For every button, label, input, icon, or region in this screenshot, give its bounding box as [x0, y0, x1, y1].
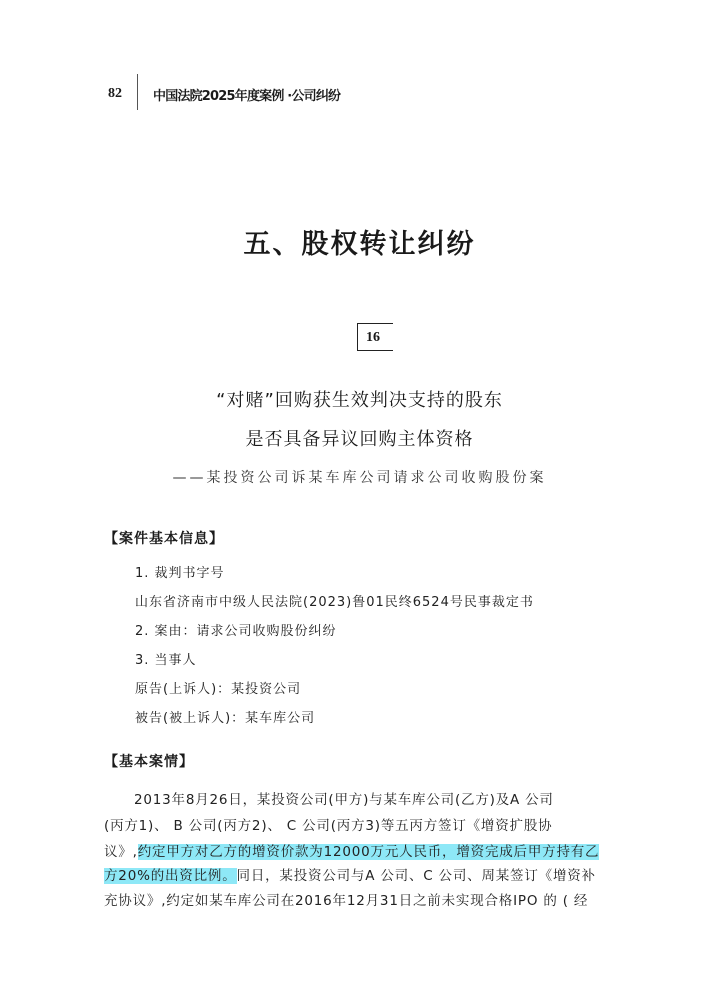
page-number: 82 — [108, 86, 122, 101]
info-line: 原告(上诉人)：某投资公司 — [135, 682, 302, 697]
info-line: 被告(被上诉人)：某车库公司 — [135, 711, 316, 726]
case-facts-heading: 【基本案情】 — [104, 754, 194, 770]
case-subtitle: ——某投资公司诉某车库公司请求公司收购股份案 — [172, 470, 547, 486]
paragraph-line: (丙方1)、 B 公司(丙方2)、 C 公司(丙方3)等五丙方签订《增资扩股协 — [104, 818, 553, 834]
case-number-box — [357, 323, 393, 351]
info-line: 3. 当事人 — [135, 653, 197, 668]
basic-info-heading: 【案件基本信息】 — [104, 531, 224, 547]
info-line: 2. 案由：请求公司收购股份纠纷 — [135, 624, 337, 639]
plain-text: 议》, — [104, 844, 138, 860]
highlighted-text: 方20%的出资比例。 — [104, 868, 237, 884]
case-number: 16 — [366, 330, 380, 345]
paragraph-line: 充协议》,约定如某车库公司在2016年12月31日之前未实现合格IPO 的 ( 经 — [104, 893, 589, 909]
highlighted-text: 约定甲方对乙方的增资价款为12000万元人民币，增资完成后甲方持有乙 — [137, 844, 600, 860]
paragraph-line — [104, 840, 599, 860]
case-title-line-2: 是否具备异议回购主体资格 — [245, 429, 474, 450]
paragraph-line: 2013年8月26日，某投资公司(甲方)与某车库公司(乙方)及A 公司 — [134, 792, 554, 808]
info-line: 1. 裁判书字号 — [135, 566, 225, 581]
case-title-line-1: “对赌”回购获生效判决支持的股东 — [216, 390, 503, 411]
info-line: 山东省济南市中级人民法院(2023)鲁01民终6524号民事裁定书 — [135, 595, 534, 610]
section-title: 五、股权转让纠纷 — [243, 229, 476, 260]
plain-text: 同日，某投资公司与A 公司、C 公司、周某签订《增资补 — [236, 868, 596, 884]
book-title: 中国法院2025年度案例 ·公司纠纷 — [153, 89, 341, 104]
header-divider — [137, 74, 138, 110]
paragraph-line — [104, 864, 596, 884]
